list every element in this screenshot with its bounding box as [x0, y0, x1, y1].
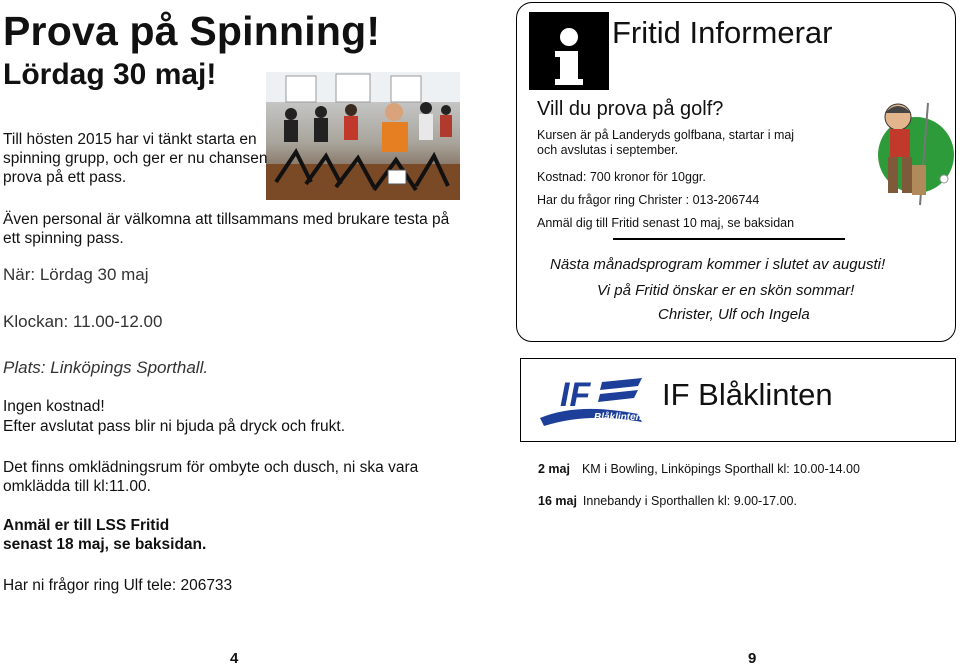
event-date: 16 maj [538, 494, 577, 508]
event-description: KM i Bowling, Linköpings Sporthall kl: 10.00-14.00 [581, 462, 860, 476]
signup-line-1: Anmäl er till LSS Fritid [3, 517, 170, 534]
event-row [538, 462, 860, 476]
page-title: Prova på Spinning! [3, 8, 381, 54]
golf-description-line-1: Kursen är på Landeryds golfbana, startar i maj [537, 128, 795, 142]
event-date: 2 maj [538, 462, 570, 476]
golfer-cartoon-icon [868, 95, 954, 213]
event-date-heading: Lördag 30 maj! [3, 58, 217, 91]
spinning-class-photo [266, 72, 460, 200]
summer-greeting: Vi på Fritid önskar er en skön sommar! [597, 282, 855, 299]
signature: Christer, Ulf och Ingela [658, 306, 810, 323]
golf-description [537, 128, 794, 158]
golf-heading: Vill du prova på golf? [537, 98, 724, 120]
info-icon [529, 12, 609, 90]
golf-cost: Kostnad: 700 kronor för 10ggr. [537, 170, 706, 184]
club-title: IF Blåklinten [662, 377, 833, 412]
divider-line [613, 238, 845, 240]
event-row [538, 494, 797, 508]
info-title: Fritid Informerar [612, 15, 833, 50]
signup-text [3, 516, 206, 554]
event-when: När: Lördag 30 maj [3, 265, 149, 284]
logo-text-main: IF [560, 376, 591, 414]
event-time: Klockan: 11.00-12.00 [3, 312, 163, 331]
changing-room-text: Det finns omklädningsrum för ombyte och dusch, ni ska vara omklädda till kl:11.00. [3, 459, 419, 495]
golf-contact: Har du frågor ring Christer : 013-206744 [537, 193, 760, 207]
page-number-right: 9 [748, 650, 757, 665]
event-description: Innebandy i Sporthallen kl: 9.00-17.00. [582, 494, 797, 508]
contact-phone: Har ni frågor ring Ulf tele: 206733 [3, 577, 233, 594]
refreshments-text: Efter avslutat pass blir ni bjuda på dryck och frukt. [3, 418, 346, 435]
intro-text: Till hösten 2015 har vi tänkt starta en spinning grupp, och ger er nu chansen prova på ett pass. [3, 131, 268, 186]
if-blaklinten-logo-icon [538, 372, 646, 426]
page-number-left: 4 [230, 650, 239, 665]
logo-text-sub: Blåklinten [594, 412, 642, 423]
signup-line-2: senast 18 maj, se baksidan. [3, 536, 207, 553]
event-cost: Ingen kostnad! [3, 398, 105, 415]
golf-signup: Anmäl dig till Fritid senast 10 maj, se baksidan [537, 216, 795, 230]
golf-description-line-2: och avslutas i september. [537, 143, 679, 157]
staff-welcome-text: Även personal är välkomna att tillsammans med brukare testa på ett spinning pass. [3, 211, 450, 247]
next-program-message: Nästa månadsprogram kommer i slutet av augusti! [550, 256, 886, 273]
event-place: Plats: Linköpings Sporthall. [3, 358, 209, 377]
